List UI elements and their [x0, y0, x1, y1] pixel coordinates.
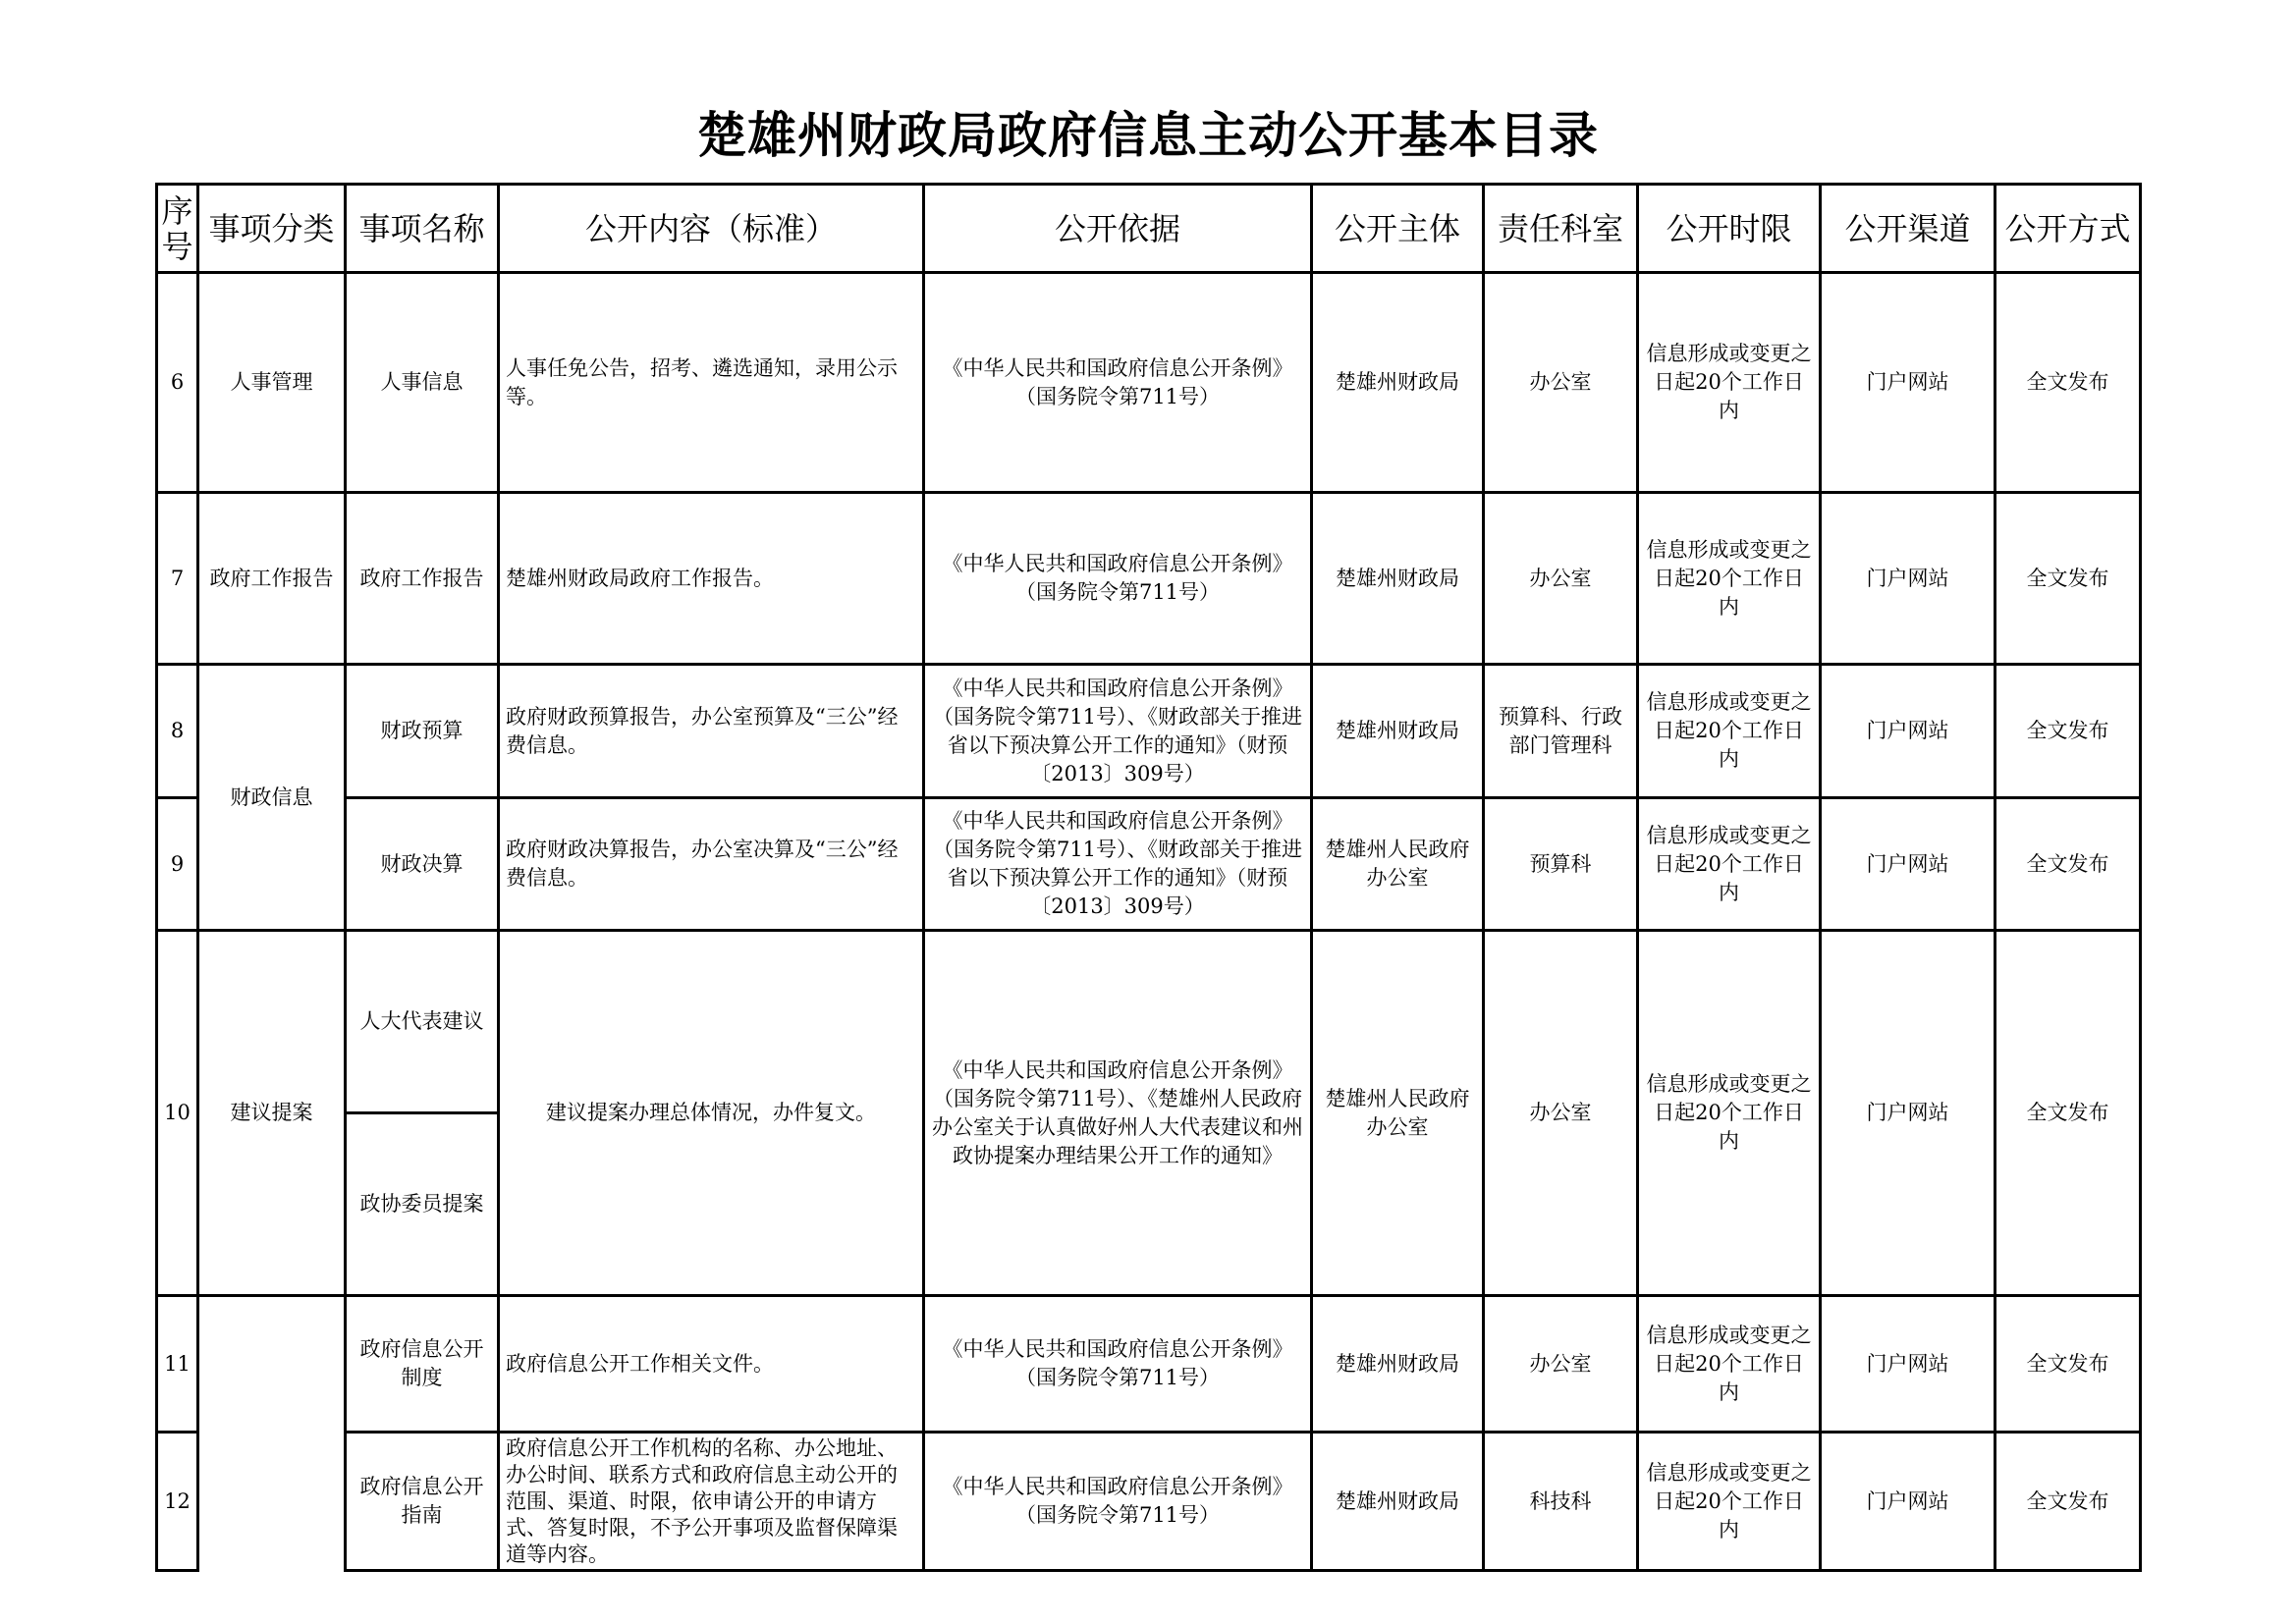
cell-basis: 《中华人民共和国政府信息公开条例》（国务院令第711号）、《财政部关于推进省以下预决算公开工作的通知》（财预〔2013〕309号）: [924, 665, 1312, 798]
cell-subject: 楚雄州人民政府办公室: [1312, 931, 1484, 1296]
cell-time-limit: 信息形成或变更之日起20个工作日内: [1638, 1296, 1821, 1433]
table-row: [157, 665, 2141, 798]
cell-item-secondary: 政协委员提案: [346, 1113, 499, 1296]
cell-method: 全文发布: [1995, 931, 2141, 1296]
cell-content: 政府信息公开工作相关文件。: [499, 1296, 924, 1433]
cell-item: 人事信息: [346, 273, 499, 493]
cell-method: 全文发布: [1995, 1433, 2141, 1571]
cell-item: 财政决算: [346, 798, 499, 931]
cell-category-blank: [198, 1296, 346, 1571]
cell-item: 政府信息公开指南: [346, 1433, 499, 1571]
cell-basis: 《中华人民共和国政府信息公开条例》（国务院令第711号）: [924, 273, 1312, 493]
cell-method: 全文发布: [1995, 273, 2141, 493]
cell-seq: 11: [157, 1296, 198, 1433]
catalog-table: [155, 183, 2142, 1572]
cell-category: 人事管理: [198, 273, 346, 493]
table-row: [157, 273, 2141, 493]
header-basis: 公开依据: [924, 185, 1312, 273]
header-content: 公开内容（标准）: [499, 185, 924, 273]
cell-time-limit: 信息形成或变更之日起20个工作日内: [1638, 798, 1821, 931]
cell-content: 人事任免公告，招考、遴选通知，录用公示等。: [499, 273, 924, 493]
cell-office: 办公室: [1484, 493, 1638, 665]
table-row: [157, 1433, 2141, 1571]
cell-method: 全文发布: [1995, 798, 2141, 931]
cell-subject: 楚雄州人民政府办公室: [1312, 798, 1484, 931]
cell-time-limit: 信息形成或变更之日起20个工作日内: [1638, 493, 1821, 665]
header-channel: 公开渠道: [1821, 185, 1995, 273]
cell-seq: 10: [157, 931, 198, 1296]
cell-seq: 8: [157, 665, 198, 798]
cell-seq: 12: [157, 1433, 198, 1571]
cell-content: 建议提案办理总体情况，办件复文。: [499, 931, 924, 1296]
cell-office: 预算科: [1484, 798, 1638, 931]
cell-office: 科技科: [1484, 1433, 1638, 1571]
header-office: 责任科室: [1484, 185, 1638, 273]
header-category: 事项分类: [198, 185, 346, 273]
cell-seq: 6: [157, 273, 198, 493]
header-item: 事项名称: [346, 185, 499, 273]
cell-item: 人大代表建议: [346, 931, 499, 1113]
cell-basis: 《中华人民共和国政府信息公开条例》（国务院令第711号）、《财政部关于推进省以下预决算公开工作的通知》（财预〔2013〕309号）: [924, 798, 1312, 931]
cell-time-limit: 信息形成或变更之日起20个工作日内: [1638, 1433, 1821, 1571]
table-row: [157, 931, 2141, 1113]
cell-channel: 门户网站: [1821, 798, 1995, 931]
cell-office: 办公室: [1484, 273, 1638, 493]
cell-subject: 楚雄州财政局: [1312, 273, 1484, 493]
cell-channel: 门户网站: [1821, 493, 1995, 665]
cell-channel: 门户网站: [1821, 1296, 1995, 1433]
cell-category: 财政信息: [198, 665, 346, 931]
table-row: [157, 1296, 2141, 1433]
table-row: [157, 798, 2141, 931]
cell-item: 财政预算: [346, 665, 499, 798]
cell-subject: 楚雄州财政局: [1312, 1433, 1484, 1571]
cell-seq: 7: [157, 493, 198, 665]
cell-category: 政府工作报告: [198, 493, 346, 665]
cell-category: 建议提案: [198, 931, 346, 1296]
header-row: [157, 185, 2141, 273]
header-time-limit: 公开时限: [1638, 185, 1821, 273]
cell-item: 政府信息公开制度: [346, 1296, 499, 1433]
cell-content: 政府信息公开工作机构的名称、办公地址、办公时间、联系方式和政府信息主动公开的范围、渠道、时限，依申请公开的申请方式、答复时限，不予公开事项及监督保障渠道等内容。: [499, 1433, 924, 1571]
cell-subject: 楚雄州财政局: [1312, 665, 1484, 798]
cell-office: 办公室: [1484, 931, 1638, 1296]
cell-content: 政府财政预算报告，办公室预算及“三公”经费信息。: [499, 665, 924, 798]
cell-channel: 门户网站: [1821, 665, 1995, 798]
cell-time-limit: 信息形成或变更之日起20个工作日内: [1638, 931, 1821, 1296]
table-row: [157, 493, 2141, 665]
cell-channel: 门户网站: [1821, 273, 1995, 493]
cell-method: 全文发布: [1995, 493, 2141, 665]
cell-subject: 楚雄州财政局: [1312, 1296, 1484, 1433]
cell-channel: 门户网站: [1821, 1433, 1995, 1571]
cell-content: 政府财政决算报告，办公室决算及“三公”经费信息。: [499, 798, 924, 931]
header-seq: 序号: [157, 185, 198, 273]
cell-office: 预算科、行政部门管理科: [1484, 665, 1638, 798]
cell-time-limit: 信息形成或变更之日起20个工作日内: [1638, 665, 1821, 798]
cell-method: 全文发布: [1995, 665, 2141, 798]
cell-office: 办公室: [1484, 1296, 1638, 1433]
header-subject: 公开主体: [1312, 185, 1484, 273]
cell-time-limit: 信息形成或变更之日起20个工作日内: [1638, 273, 1821, 493]
cell-content: 楚雄州财政局政府工作报告。: [499, 493, 924, 665]
cell-item: 政府工作报告: [346, 493, 499, 665]
cell-basis: 《中华人民共和国政府信息公开条例》（国务院令第711号）: [924, 493, 1312, 665]
cell-channel: 门户网站: [1821, 931, 1995, 1296]
cell-basis: 《中华人民共和国政府信息公开条例》（国务院令第711号）: [924, 1296, 1312, 1433]
cell-method: 全文发布: [1995, 1296, 2141, 1433]
cell-seq: 9: [157, 798, 198, 931]
page-title: 楚雄州财政局政府信息主动公开基本目录: [697, 107, 1599, 164]
cell-basis: 《中华人民共和国政府信息公开条例》（国务院令第711号）: [924, 1433, 1312, 1571]
header-method: 公开方式: [1995, 185, 2141, 273]
cell-subject: 楚雄州财政局: [1312, 493, 1484, 665]
cell-basis: 《中华人民共和国政府信息公开条例》（国务院令第711号）、《楚雄州人民政府办公室关于认真做好州人大代表建议和州政协提案办理结果公开工作的通知》: [924, 931, 1312, 1296]
